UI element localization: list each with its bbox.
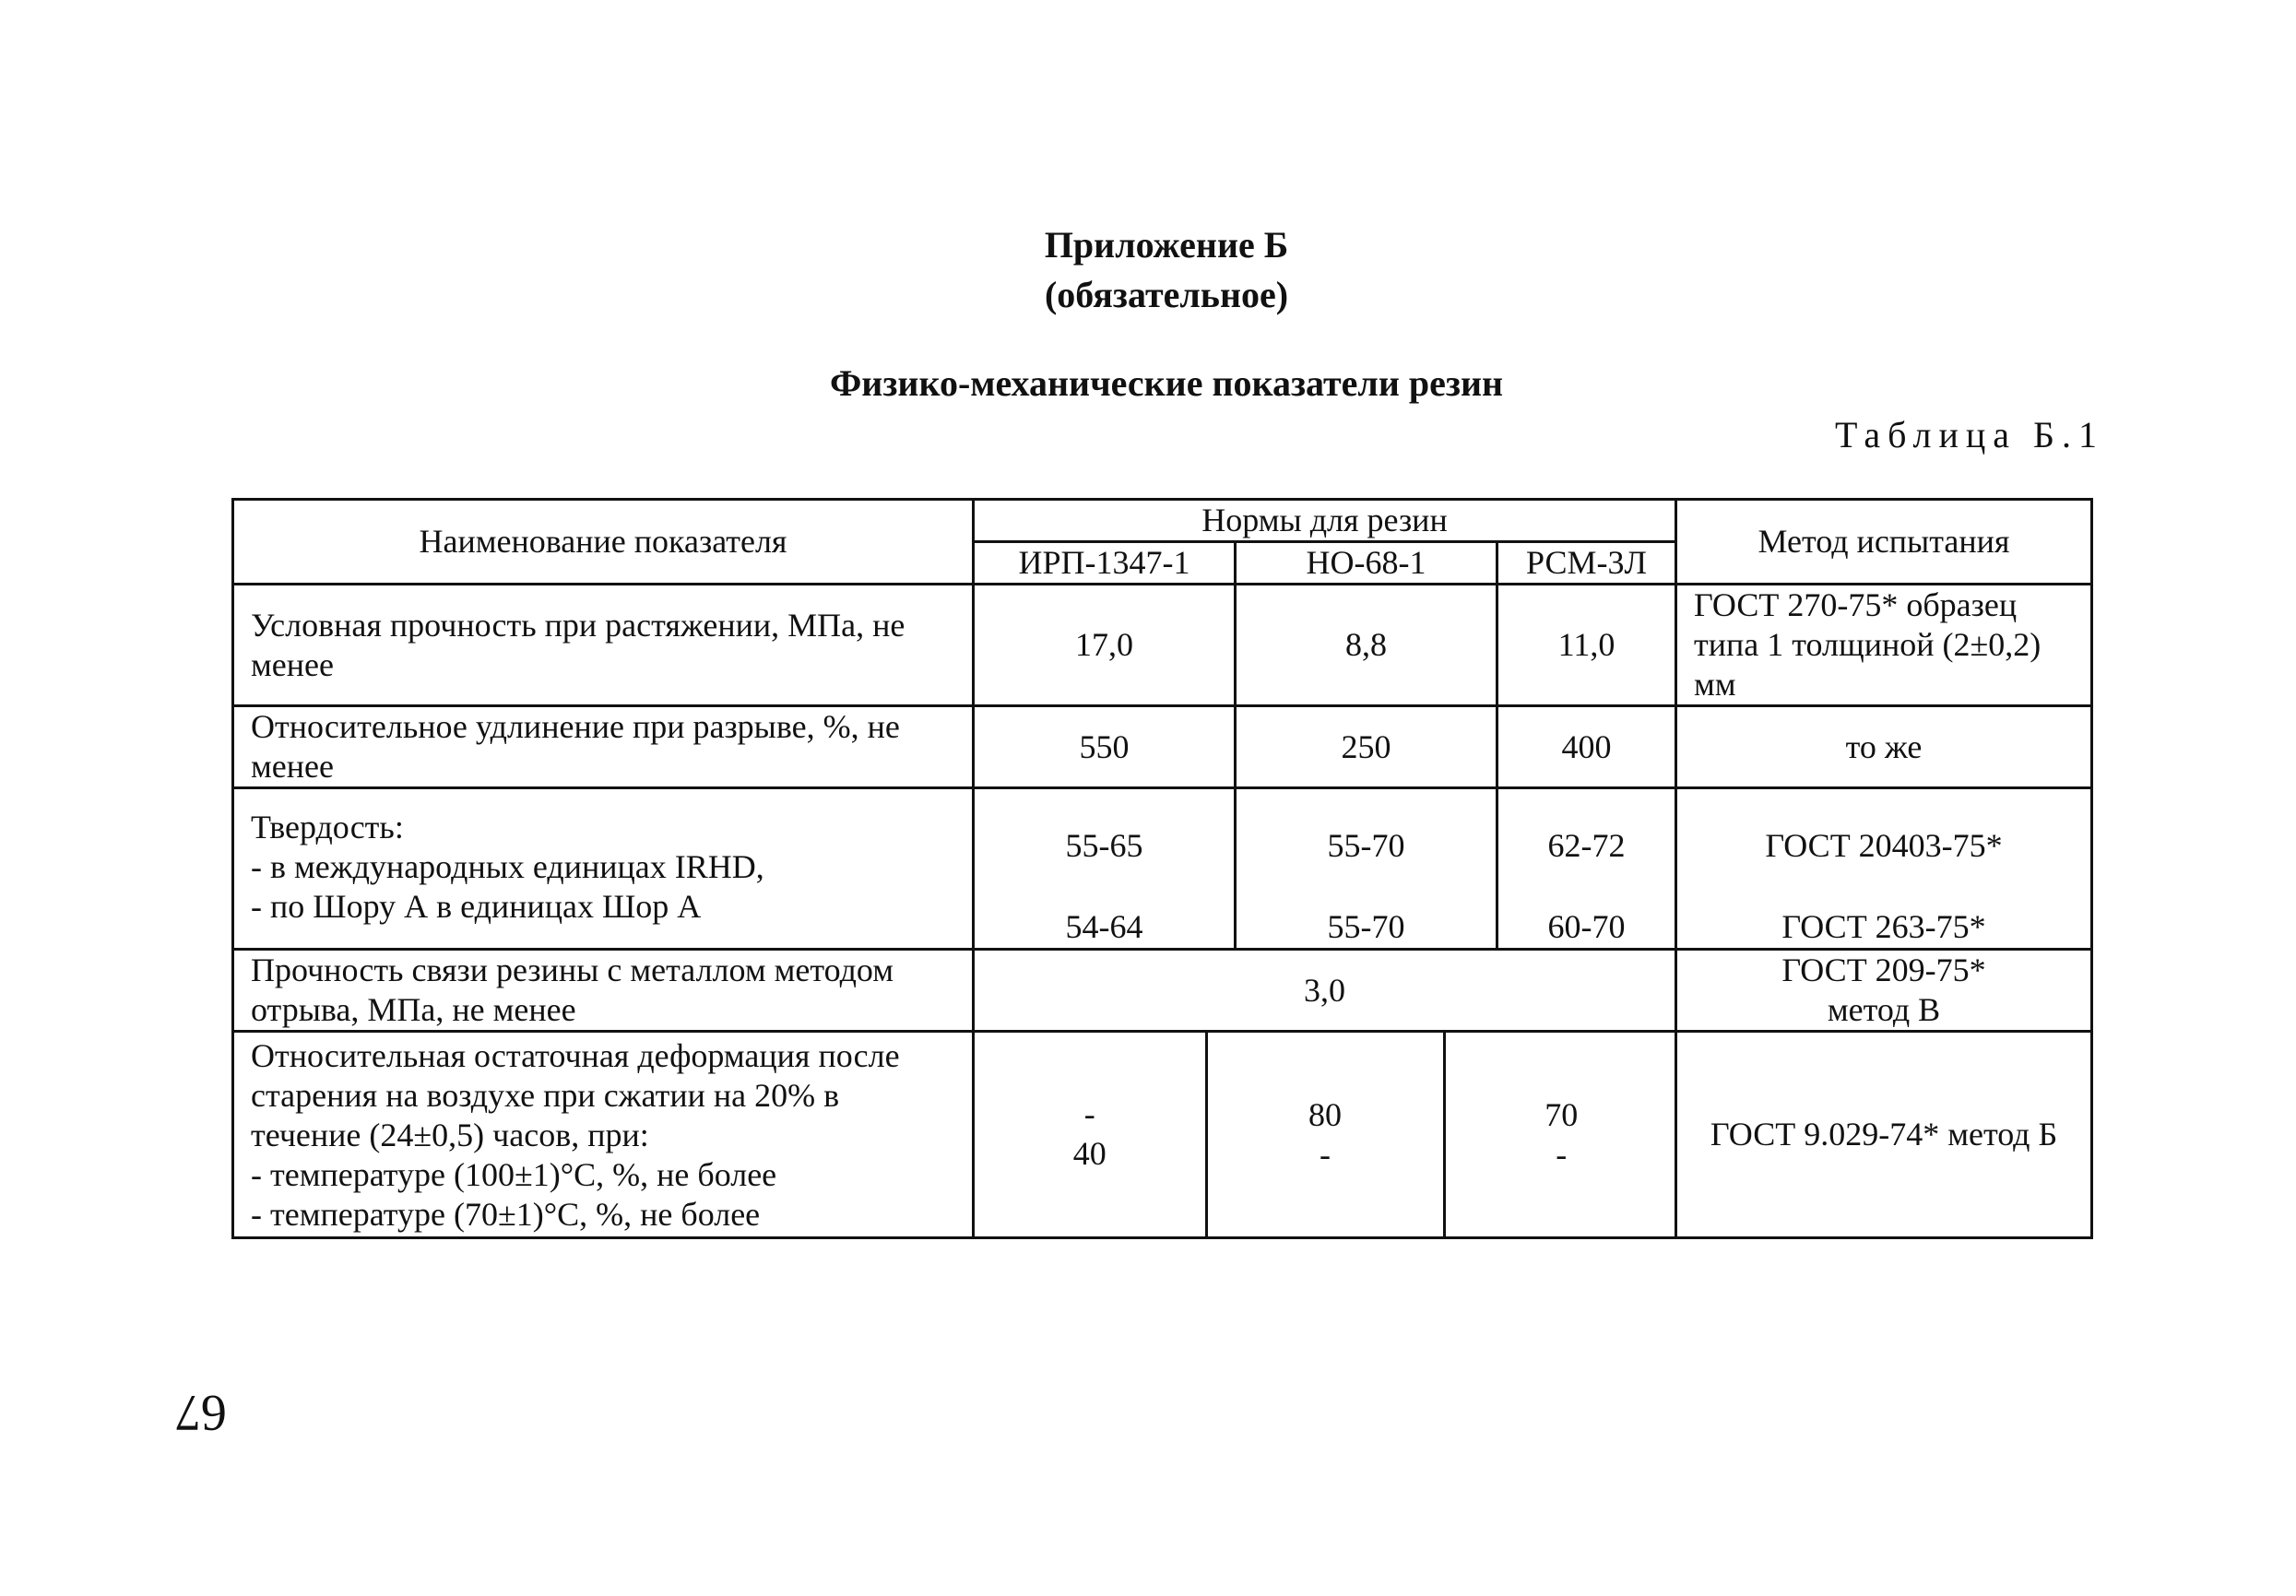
header-norms: Нормы для резин <box>974 500 1676 542</box>
indicator-name <box>233 788 974 950</box>
value-70: 40 <box>1072 1134 1107 1172</box>
norm-value <box>1444 1033 1677 1236</box>
norm-value: 11,0 <box>1497 585 1676 706</box>
indicator-line: - температуре (70±1)°С, %, не более <box>251 1196 761 1233</box>
value-irhd: 55-65 <box>1065 827 1143 864</box>
indicator-line: - по Шору А в единицах Шор А <box>251 888 702 925</box>
method-line: метод В <box>1827 991 1941 1028</box>
header-grade: РСМ-3Л <box>1497 542 1676 585</box>
method-line: ГОСТ 209-75* <box>1781 952 1986 988</box>
norm-value: 550 <box>974 706 1236 788</box>
header-method: Метод испытания <box>1676 500 2092 585</box>
test-method <box>1676 788 2092 950</box>
value-shore: 54-64 <box>1065 908 1143 945</box>
norm-value: 8,8 <box>1236 585 1497 706</box>
header-grade: НО-68-1 <box>1236 542 1497 585</box>
norm-value: 250 <box>1236 706 1497 788</box>
indicator-name: Относительное удлинение при разрыве, %, не менее <box>233 706 974 788</box>
table-row <box>233 585 2092 706</box>
test-method: то же <box>1676 706 2092 788</box>
value-irhd: 62-72 <box>1547 827 1626 864</box>
header-indicator: Наименование показателя <box>233 500 974 585</box>
value-100: 80 <box>1308 1095 1342 1133</box>
value-70: - <box>1556 1135 1568 1173</box>
norm-values-group <box>974 1032 1676 1238</box>
document-title: Физико-механические показатели резин <box>829 362 1504 404</box>
norm-value <box>974 788 1236 950</box>
indicator-line: - температуре (100±1)°С, %, не более <box>251 1156 777 1193</box>
table-row <box>233 706 2092 788</box>
header-grade: ИРП-1347-1 <box>974 542 1236 585</box>
indicator-name: Прочность связи резины с металлом методом отрыва, МПа, не менее <box>233 950 974 1032</box>
deformation-values <box>975 1033 1677 1236</box>
page-number: 67 <box>175 1384 227 1441</box>
indicator-line: старения на воздухе при сжатии на 20% в <box>251 1077 840 1114</box>
table-label: Таблица Б.1 <box>1834 414 2104 455</box>
appendix-status: (обязательное) <box>1044 274 1289 315</box>
properties-table <box>231 498 2093 1239</box>
indicator-line: - в международных единицах IRHD, <box>251 848 764 885</box>
value-shore: 60-70 <box>1547 908 1626 945</box>
norm-value <box>1206 1033 1444 1236</box>
table-row <box>233 1032 2092 1238</box>
method-irhd: ГОСТ 20403-75* <box>1765 827 2003 864</box>
table-row <box>233 950 2092 1032</box>
norm-value <box>975 1033 1206 1236</box>
indicator-line: течение (24±0,5) часов, при: <box>251 1117 649 1153</box>
norm-value: 400 <box>1497 706 1676 788</box>
table-row <box>233 788 2092 950</box>
value-70: - <box>1320 1135 1331 1173</box>
value-irhd: 55-70 <box>1327 827 1405 864</box>
norm-value <box>1236 788 1497 950</box>
method-shore: ГОСТ 263-75* <box>1781 908 1986 945</box>
indicator-name <box>233 1032 974 1238</box>
value-100: 70 <box>1544 1095 1579 1133</box>
value-shore: 55-70 <box>1327 908 1405 945</box>
norm-value: 3,0 <box>974 950 1676 1032</box>
indicator-line: Относительная остаточная деформация после <box>251 1037 900 1074</box>
indicator-line: Твердость: <box>251 809 404 845</box>
appendix-heading: Приложение Б <box>1044 224 1289 266</box>
test-method: ГОСТ 9.029-74* метод Б <box>1676 1032 2092 1238</box>
value-100: - <box>1083 1094 1095 1132</box>
norm-value <box>1497 788 1676 950</box>
norm-value: 17,0 <box>974 585 1236 706</box>
indicator-name: Условная прочность при растяжении, МПа, не менее <box>233 585 974 706</box>
test-method: ГОСТ 270-75* образец типа 1 толщиной (2±0,2) мм <box>1676 585 2092 706</box>
test-method <box>1676 950 2092 1032</box>
